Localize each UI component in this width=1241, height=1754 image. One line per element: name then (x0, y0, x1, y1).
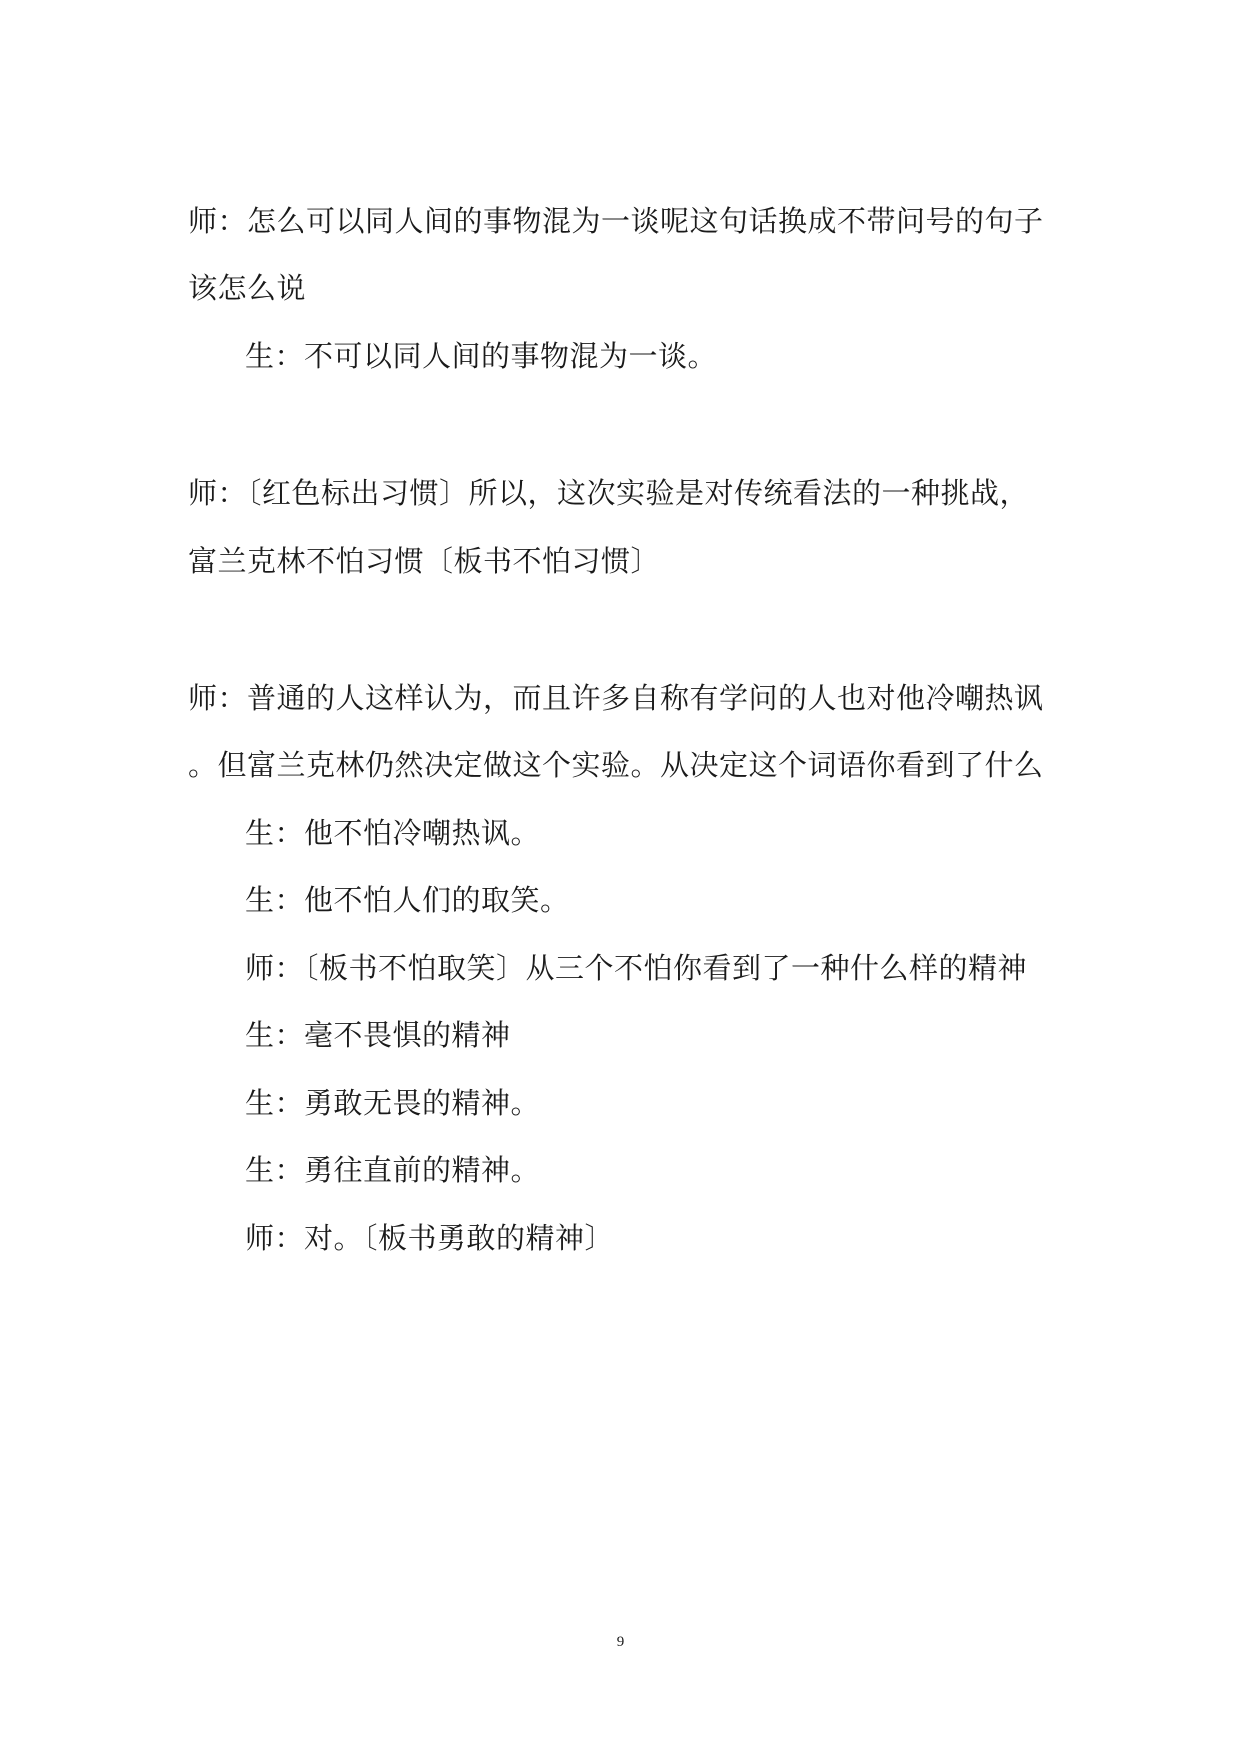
paragraph-7-line-1: 师：〔板书不怕取笑〕从三个不怕你看到了一种什么样的精神 (245, 951, 1028, 985)
paragraph-5-line-1: 生：他不怕冷嘲热讽。 (245, 816, 541, 850)
paragraph-8-line-1: 生：毫不畏惧的精神 (245, 1018, 511, 1052)
paragraph-3-line-2: 富兰克林不怕习惯〔板书不怕习惯〕 (188, 544, 661, 578)
paragraph-4-line-2: 。但富兰克林仍然决定做这个实验。从决定这个词语你看到了什么 (188, 748, 1044, 782)
paragraph-10-line-1: 生：勇往直前的精神。 (245, 1153, 541, 1187)
paragraph-4-line-1: 师：普通的人这样认为，而且许多自称有学问的人也对他冷嘲热讽 (188, 681, 1044, 715)
paragraph-2-line-1: 生：不可以同人间的事物混为一谈。 (245, 339, 718, 373)
paragraph-9-line-1: 生：勇敢无畏的精神。 (245, 1086, 541, 1120)
paragraph-1-line-1: 师：怎么可以同人间的事物混为一谈呢这句话换成不带问号的句子 (188, 204, 1044, 238)
paragraph-11-line-1: 师：对。〔板书勇敢的精神〕 (245, 1221, 615, 1255)
paragraph-6-line-1: 生：他不怕人们的取笑。 (245, 883, 570, 917)
page-number: 9 (616, 1634, 625, 1650)
paragraph-3-line-1: 师：〔红色标出习惯〕所以，这次实验是对传统看法的一种挑战， (188, 476, 1030, 510)
paragraph-1-line-2: 该怎么说 (188, 271, 307, 305)
